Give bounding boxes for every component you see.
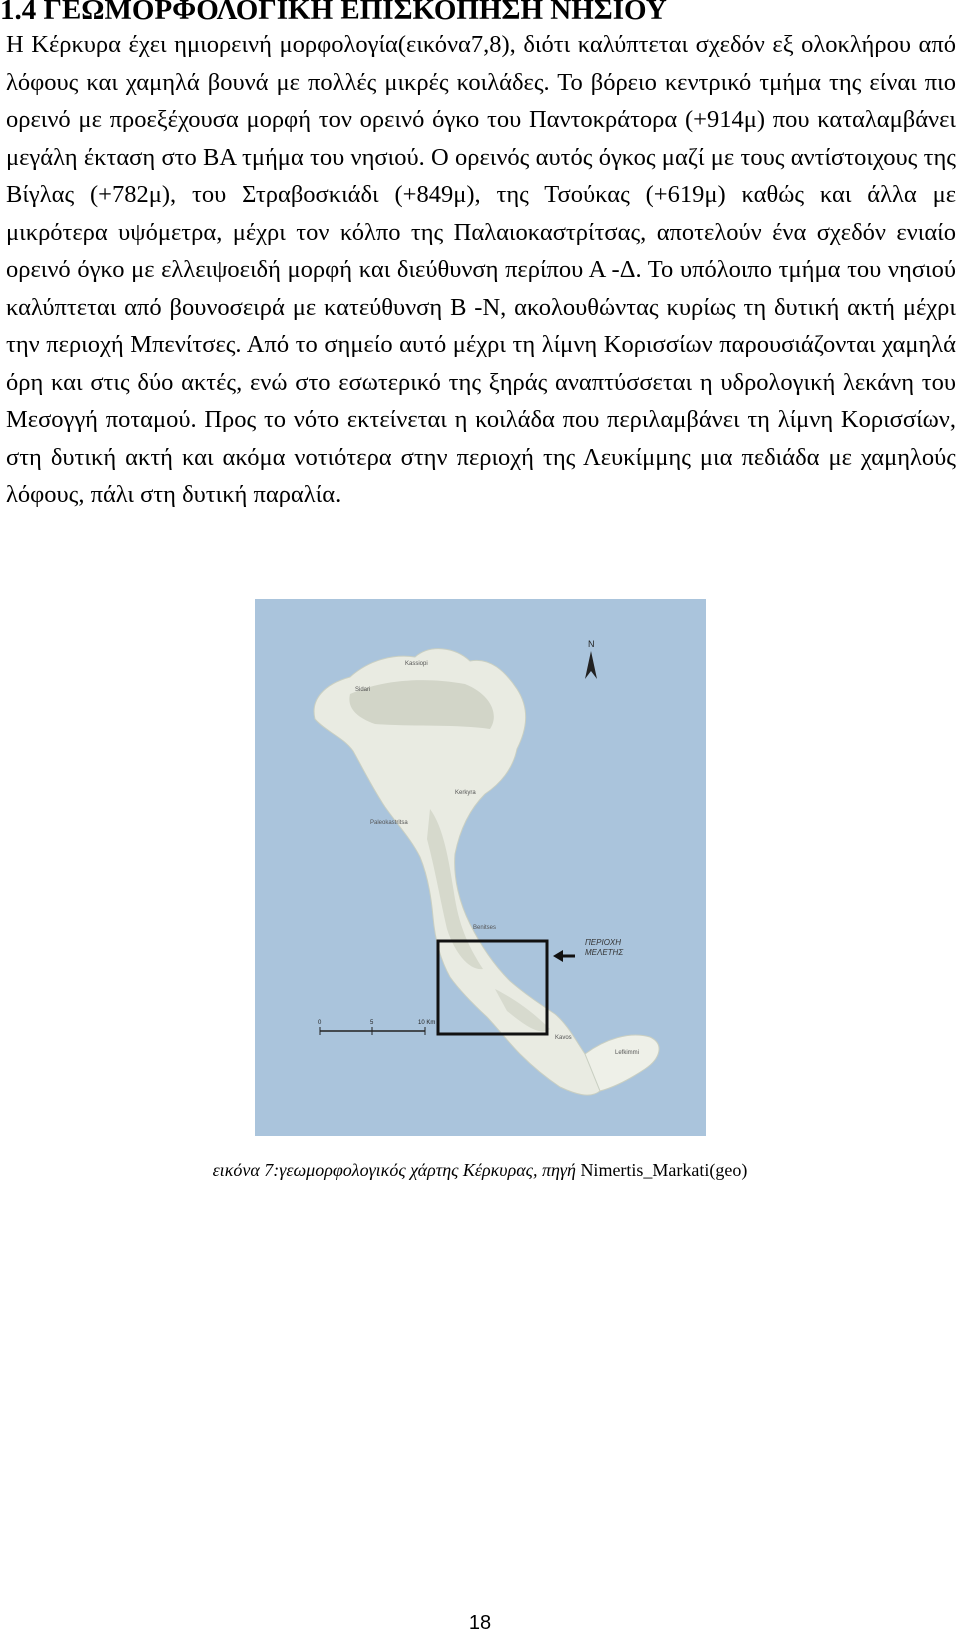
study-area-label: ΜΕΛΕΤΗΣ — [585, 948, 624, 957]
map-place-label: Sidari — [355, 687, 371, 693]
section-heading: 1.4 ΓΕΩΜΟΡΦΟΛΟΓΙΚΗ ΕΠΙΣΚΟΠΗΣΗ ΝΗΣΙΟΥ — [0, 0, 667, 26]
scale-label: 5 — [370, 1020, 374, 1026]
geomorphological-map-figure — [255, 599, 706, 1136]
map-place-label: Kerkyra — [455, 790, 476, 796]
scale-label: 0 — [318, 1020, 322, 1026]
caption-text: εικόνα 7:γεωμορφολογικός χάρτης Κέρκυρας, πηγή — [212, 1160, 576, 1180]
north-label: N — [588, 639, 595, 649]
mountain-relief-north — [349, 680, 493, 729]
map-place-label: Benitses — [473, 925, 497, 931]
map-place-label: Lefkimmi — [615, 1050, 640, 1056]
figure-caption — [0, 1160, 960, 1181]
page-number: 18 — [468, 1612, 492, 1634]
body-paragraph: Η Κέρκυρα έχει ημιορεινή μορφολογία(εικόνα7,8), διότι καλύπτεται σχεδόν εξ ολοκλήρου από λόφους και χαμηλά βουνά με πολλές μικρές κοιλάδες. Το βόρειο κεντρικό τμήμα της είναι πιο ορεινό με προεξέχουσα μορφή τον ορεινό όγκο του Παντοκράτορα (+914μ) που καταλαμβάνει μεγάλη έκταση στο ΒΑ τμήμα του νησιού. Ο ορεινός αυτός όγκος μαζί με τους αντίστοιχους της Βίγλας (+782μ), του Στραβοσκιάδι (+849μ), της Τσούκας (+619μ) καθώς και άλλα με μικρότερα υψόμετρα, μέχρι τον κόλπο της Παλαιοκαστρίτσας, αποτελούν ένα σχεδόν ενιαίο ορεινό όγκο με ελλειψοειδή μορφή και διεύθυνση περίπου Α -Δ. Το υπόλοιπο τμήμα του νησιού καλύπτεται από βουνοσειρά με κατεύθυνση Β -Ν, ακολουθώντας κυρίως τη δυτική ακτή μέχρι την περιοχή Μπενίτσες. Από το σημείο αυτό μέχρι τη λίμνη Κορισσίων παρουσιάζονται χαμηλά όρη και στις δύο ακτές, ενώ στο εσωτερικό της ξηράς αναπτύσσεται η υδρολογική λεκάνη του Μεσογγή ποταμού. Προς το νότο εκτείνεται η κοιλάδα που περιλαμβάνει τη λίμνη Κορισσίων, στη δυτική ακτή και ακόμα νοτιότερα στην περιοχή της Λευκίμμης μια πεδιάδα με χαμηλούς λόφους, πάλι στη δυτική παραλία. — [6, 31, 956, 508]
map-place-label: Paleokastritsa — [370, 820, 408, 826]
corfu-map — [255, 599, 706, 1136]
map-place-label: Kavos — [555, 1035, 572, 1041]
caption-source: Nimertis_Markati(geo) — [575, 1160, 748, 1180]
scale-label: 10 Km — [418, 1020, 436, 1026]
study-area-label: ΠΕΡΙΟΧΗ — [585, 938, 622, 947]
map-place-label: Kassiopi — [405, 661, 428, 667]
